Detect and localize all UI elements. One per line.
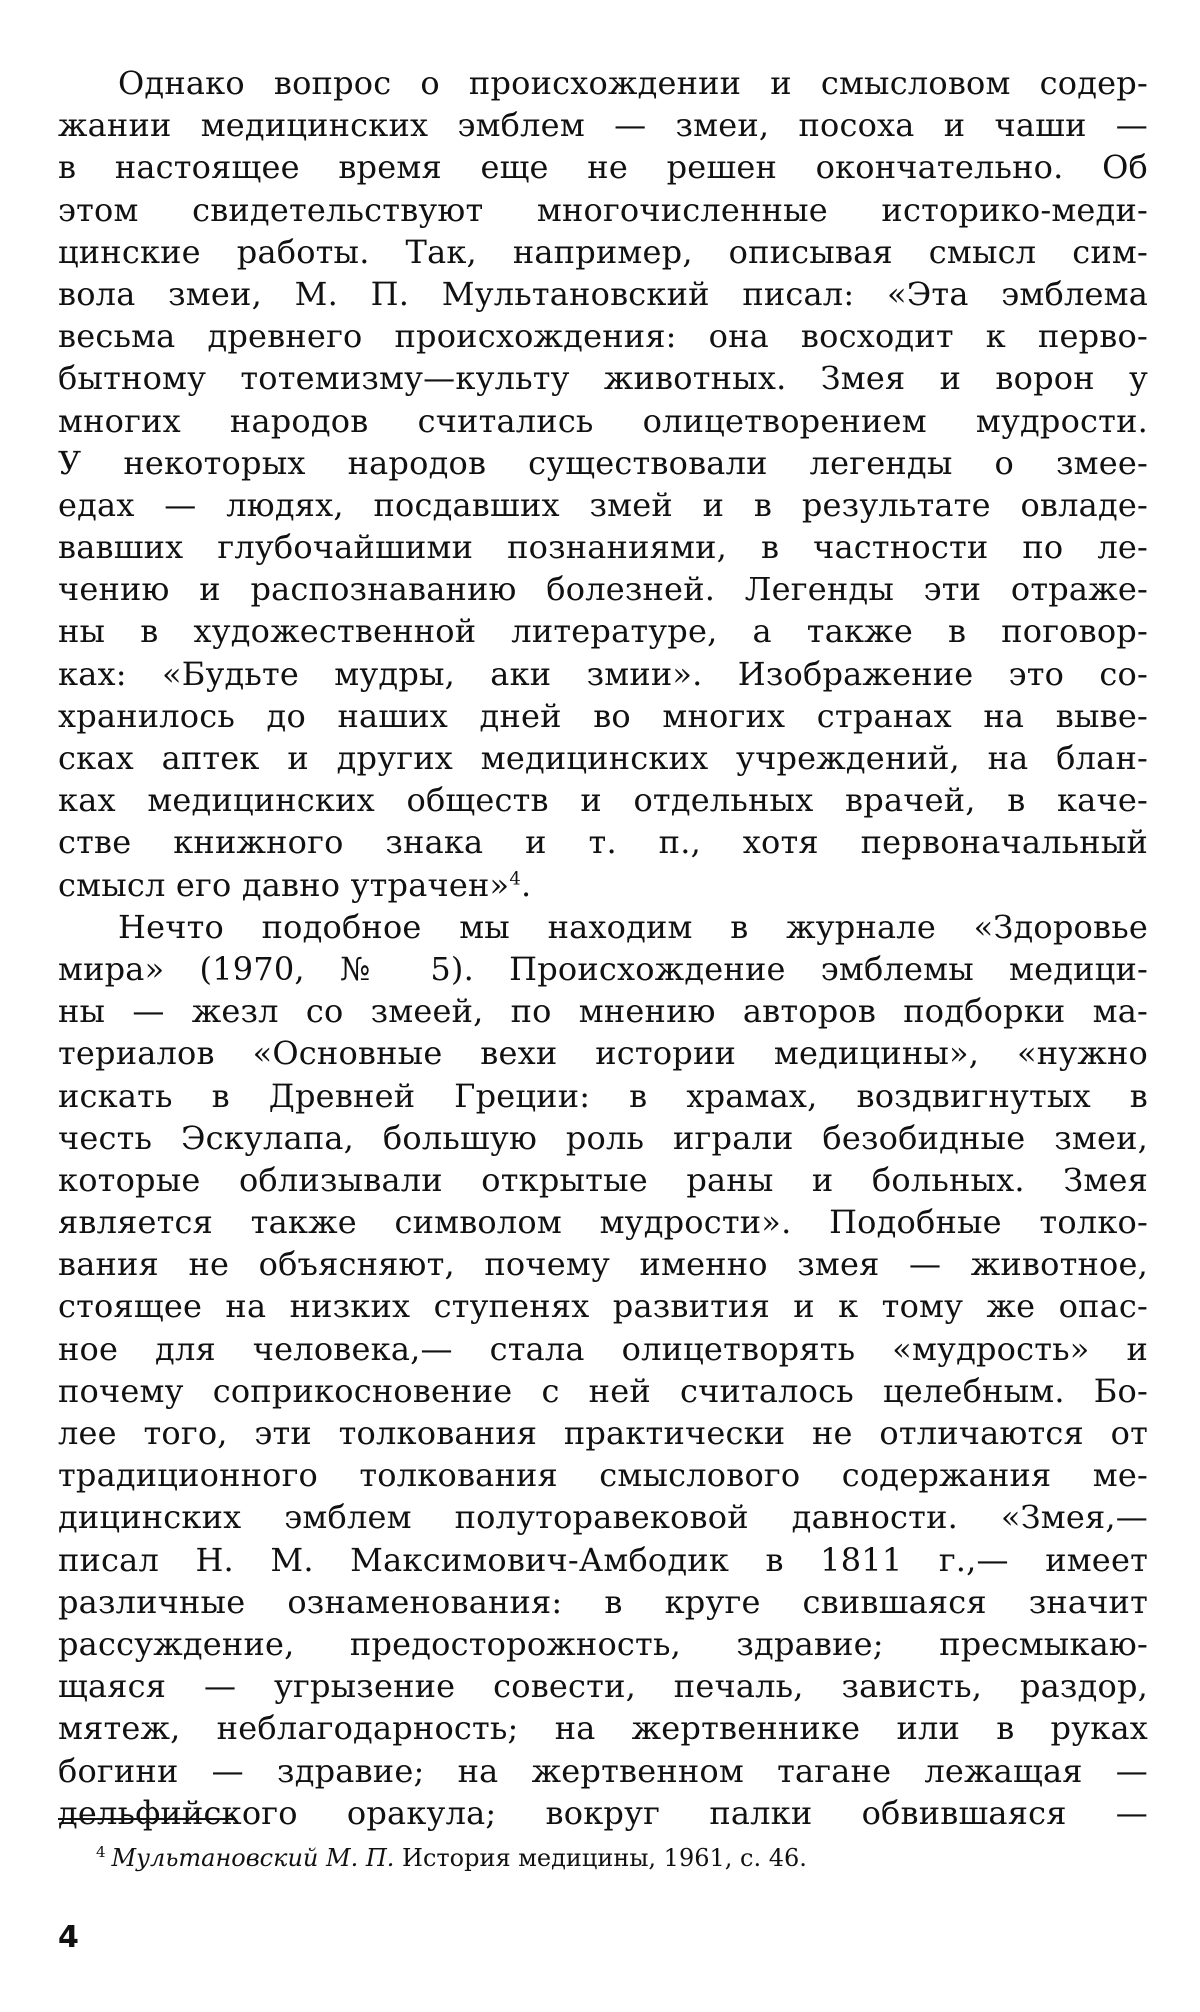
footnote-mark: 4 [96,1843,106,1861]
text-line: является также символом мудрости». Подобные толко- [58,1203,1148,1242]
text-line: териалов «Основные вехи истории медицины», «нужно [58,1034,1148,1073]
text-line: традиционного толкования смыслового содержания ме- [58,1456,1148,1495]
body-text [58,62,1148,1834]
text-line: Однако вопрос о происхождении и смысловом содер- [118,64,1148,102]
text-line: ках медицинских обществ и отдельных врачей, в каче- [58,781,1148,820]
text-line: сках аптек и других медицинских учреждений, на блан- [58,739,1148,777]
text-line: этом свидетельствуют многочисленные историко-меди- [58,190,1148,229]
text-line: писал Н. М. Максимович-Амбодик в 1811 г.,— имеет [58,1540,1148,1579]
text-line-content: смысл его давно утрачен» [58,865,510,904]
footnote [96,1842,807,1874]
text-line: дицинских эмблем полуторавековой давности. «Змея,— [58,1498,1148,1537]
text-line: Нечто подобное мы находим в журнале «Здоровье [118,907,1148,946]
text-line: едах — людях, посдавших змей и в результате овладе- [58,485,1148,524]
text-line: в настоящее время еще не решен окончательно. Об [58,148,1148,187]
text-line: стоящее на низких ступенях развития и к тому же опас- [58,1287,1148,1326]
text-line: почему соприкосновение с ней считалось целебным. Бо- [58,1371,1148,1410]
text-line: дельфийского оракула; вокруг палки обвившаяся — [58,1793,1148,1832]
text-line: искать в Древней Греции: в храмах, воздвигнутых в [58,1076,1148,1115]
text-line: весьма древнего происхождения: она восходит к перво- [58,317,1148,356]
text-line: лее того, эти толкования практически не отличаются от [58,1414,1148,1452]
text-line: многих народов считались олицетворением мудрости. [58,401,1148,440]
text-line: жании медицинских эмблем — змеи, посоха и чаши — [58,106,1148,145]
text-line: честь Эскулапа, большую роль играли безобидные змеи, [58,1118,1148,1157]
page-number: 4 [58,1920,79,1955]
text-line: бытному тотемизму—культу животных. Змея и ворон у [58,359,1148,398]
text-line: вания не объясняют, почему именно змея — животное, [58,1245,1148,1284]
text-line: чению и распознаванию болезней. Легенды эти отраже- [58,570,1148,609]
text-line: щаяся — угрызение совести, печаль, зависть, раздор, [58,1667,1148,1706]
text-line: которые облизывали открытые раны и больных. Змея [58,1160,1148,1199]
text-line: У некоторых народов существовали легенды о змее- [58,443,1148,482]
text-line: вавших глубочайшими познаниями, в частности по ле- [58,528,1148,567]
paragraph-1 [58,62,1148,906]
text-line: ках: «Будьте мудры, аки змии». Изображение это со- [58,654,1148,693]
footnote-reference[interactable]: 4 [509,867,521,889]
text-line: ны — жезл со змеей, по мнению авторов подборки ма- [58,992,1148,1031]
text-line: вола змеи, М. П. Мультановский писал: «Эта эмблема [58,274,1148,313]
text-line: цинские работы. Так, например, описывая смысл сим- [58,232,1148,271]
text-line: мятеж, неблагодарность; на жертвеннике или в руках [58,1709,1148,1748]
text-line: стве книжного знака и т. п., хотя первоначальный [58,823,1148,862]
footnote-author: Мультановский М. П. [111,1844,395,1872]
text-line: хранилось до наших дней во многих странах на выве- [58,696,1148,735]
footnote-text: История медицины, 1961, с. 46. [394,1844,807,1872]
text-line: ны в художественной литературе, а также в поговор- [58,612,1148,651]
footnote-divider [58,1818,234,1820]
text-line: ное для человека,— стала олицетворять «мудрость» и [58,1329,1148,1368]
text-line: различные ознаменования: в круге свившаяся значит [58,1582,1148,1621]
text-line: мира» (1970, № 5). Происхождение эмблемы медици- [58,949,1148,988]
paragraph-2 [58,906,1148,1834]
text-line: рассуждение, предосторожность, здравие; пресмыкаю- [58,1624,1148,1663]
text-line: смысл его давно утрачен»$^4$. [58,865,532,904]
text-line: богини — здравие; на жертвенном тагане лежащая — [58,1751,1148,1790]
